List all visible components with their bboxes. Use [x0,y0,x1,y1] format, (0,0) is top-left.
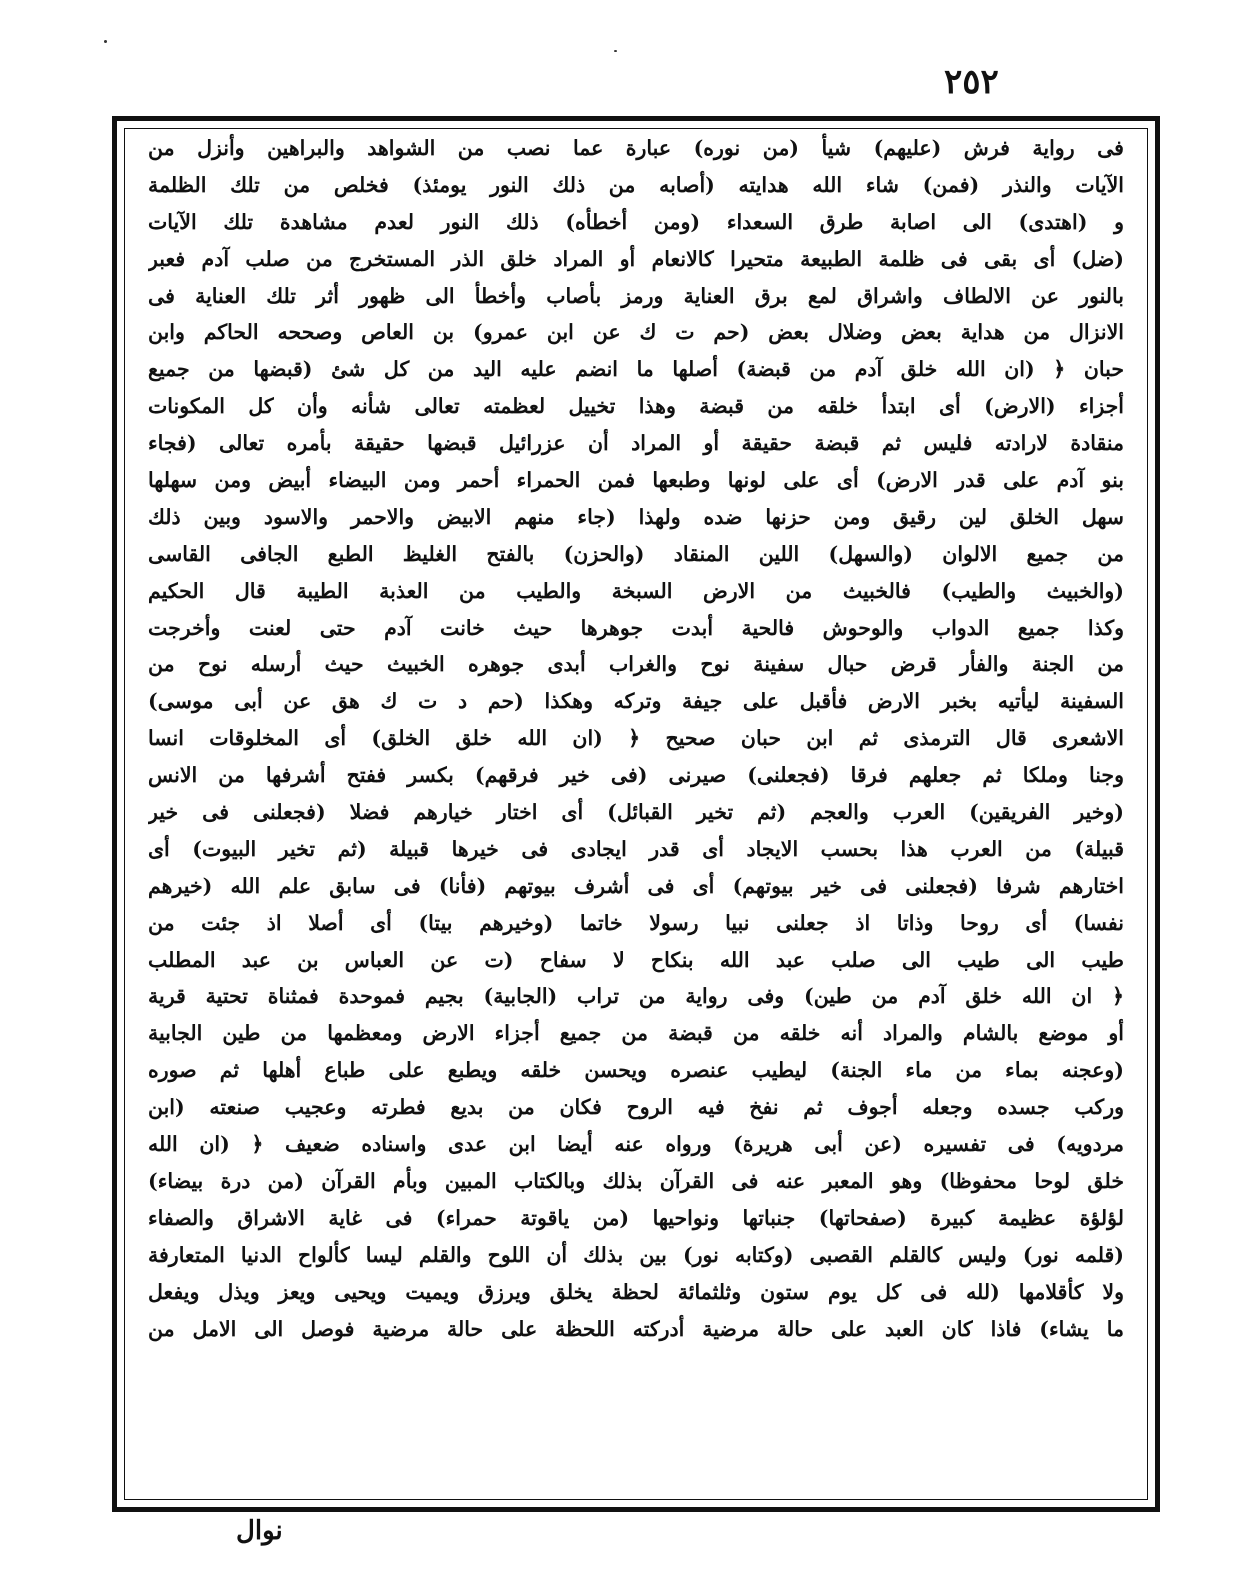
text-line: و (اهتدى) الى اصابة طرق السعداء (ومن أخطأه) ذلك النور لعدم مشاهدة تلك الآيات [148,209,1124,234]
text-line: السفينة ليأتيه بخبر الارض فأقبل على جيفة وتركه وهكذا (حم د ت ك هق عن أبى موسى) [148,689,1124,714]
text-line: اختارهم شرفا (فجعلنى فى خير بيوتهم) أى فى أشرف بيوتهم (فأنا) فى سابق علم الله (خيرهم [148,873,1124,898]
text-line: بنو آدم على قدر الارض) أى على لونها وطبعها فمن الحمراء أحمر ومن البيضاء أبيض ومن سهلها [148,468,1124,493]
text-line: ما يشاء) فاذا كان العبد على حالة مرضية أدركته اللحظة على حالة مرضية فوصل الى الامل من [148,1316,1124,1341]
text-line: طيب الى طيب الى صلب عبد الله بنكاح لا سفاح (ت عن العباس بن عبد المطلب [148,947,1124,972]
page-number: ٢٥٢ [944,62,999,102]
text-line: (وخير الفريقين) العرب والعجم (ثم تخير القبائل) أى اختار خيارهم فضلا (فجعلنى فى خير [148,800,1124,825]
text-line: (والخبيث والطيب) فالخبيث من الارض السبخة والطيب من العذبة الطيبة قال الحكيم [148,578,1124,603]
scan-speck [614,50,617,52]
text-line: (قلمه نور) وليس كالقلم القصبى (وكتابه نور) بين بذلك أن اللوح والقلم ليسا كألواح الدنيا المتعارفة [148,1242,1124,1267]
text-line: أو موضع بالشام والمراد أنه خلقه من قبضة من جميع أجزاء الارض ومعظمها من طين الجابية [148,1021,1124,1046]
text-line: نفسا) أى روحا وذاتا اذ جعلنى نبيا رسولا خاتما (وخيرهم بيتا) أى أصلا اذ جئت من [148,910,1124,935]
text-line: من الجنة والفأر قرض حبال سفينة نوح والغراب أبدى جوهره الخبيث حيث أرسله نوح من [148,652,1124,677]
text-line: الانزال من هداية بعض وضلال بعض (حم ت ك عن ابن عمرو) بن العاص وصححه الحاكم وابن [148,320,1124,345]
text-line: وكذا جميع الدواب والوحوش فالحية أبدت جوهرها حيث خانت آدم حتى لعنت وأخرجت [148,615,1124,640]
scan-speck [104,40,107,43]
text-line: وجنا وملكا ثم جعلهم فرقا (فجعلنى) صيرنى (فى خير فرقهم) بكسر ففتح أشرفها من الانس [148,763,1124,788]
text-line: لؤلؤة عظيمة كبيرة (صفحاتها) جنباتها ونواحيها (من ياقوتة حمراء) فى غاية الاشراق والصفاء [148,1205,1124,1230]
text-body [148,128,1124,1500]
text-line: (وعجنه بماء من ماء الجنة) ليطيب عنصره ويحسن خلقه ويطبع على طباع أهلها ثم صوره [148,1058,1124,1083]
text-line: أجزاء (الارض) أى ابتدأ خلقه من قبضة وهذا تخييل لعظمته تعالى شأنه وأن كل المكونات [148,394,1124,419]
text-line: وركب جسده وجعله أجوف ثم نفخ فيه الروح فكان من بديع فطرته وعجيب صنعته (ابن [148,1095,1124,1120]
text-line: مردويه) فى تفسيره (عن أبى هريرة) ورواه عنه أيضا ابن عدى واسناده ضعيف ﴿ (ان الله [148,1132,1124,1157]
text-line: ولا كأقلامها (لله فى كل يوم ستون وثلثمائة لحظة يخلق ويرزق ويميت ويحيى ويعز ويذل ويفعل [148,1279,1124,1304]
text-line: من جميع الالوان (والسهل) اللين المنقاد (والحزن) بالفتح الغليظ الطبع الجافى القاسى [148,541,1124,566]
text-line: بالنور عن الالطاف واشراق لمع برق العناية ورمز بأصاب وأخطأ الى ظهور أثر تلك العناية فى [148,283,1124,308]
text-line: حبان ﴿ (ان الله خلق آدم من قبضة) أصلها ما انضم عليه اليد من كل شئ (قبضها من جميع [148,357,1124,382]
text-line: قبيلة) من العرب هذا بحسب الايجاد أى قدر ايجادى فى خيرها قبيلة (ثم تخير البيوت) أى [148,836,1124,861]
text-line: الآيات والنذر (فمن) شاء الله هدايته (أصابه من ذلك النور يومئذ) فخلص من تلك الظلمة [148,172,1124,197]
text-line: الاشعرى قال الترمذى ثم ابن حبان صحيح ﴿ (ان الله خلق الخلق) أى المخلوقات انسا [148,726,1124,751]
text-line: سهل الخلق لين رقيق ومن حزنها ضده ولهذا (جاء منهم الابيض والاحمر والاسود وبين ذلك [148,504,1124,529]
text-line: منقادة لارادته فليس ثم قبضة حقيقة أو المراد أن عزرائيل قبضها حقيقة بأمره تعالى (فجاء [148,431,1124,456]
text-line: فى رواية فرش (عليهم) شيأ (من نوره) عبارة عما نصب من الشواهد والبراهين وأنزل من [148,136,1124,160]
catchword: نوال [236,1516,283,1546]
text-line: خلق لوحا محفوظا) وهو المعبر عنه فى القرآن بذلك وبالكتاب المبين وبأم القرآن (من درة بيضاء) [148,1168,1124,1193]
text-line: ﴿ ان الله خلق آدم من طين) وفى رواية من تراب (الجابية) بجيم فموحدة فمثناة تحتية قرية [148,984,1124,1009]
text-line: (ضل) أى بقى فى ظلمة الطبيعة متحيرا كالانعام أو المراد خلق الذر المستخرج من صلب آدم فعبر [148,246,1124,271]
